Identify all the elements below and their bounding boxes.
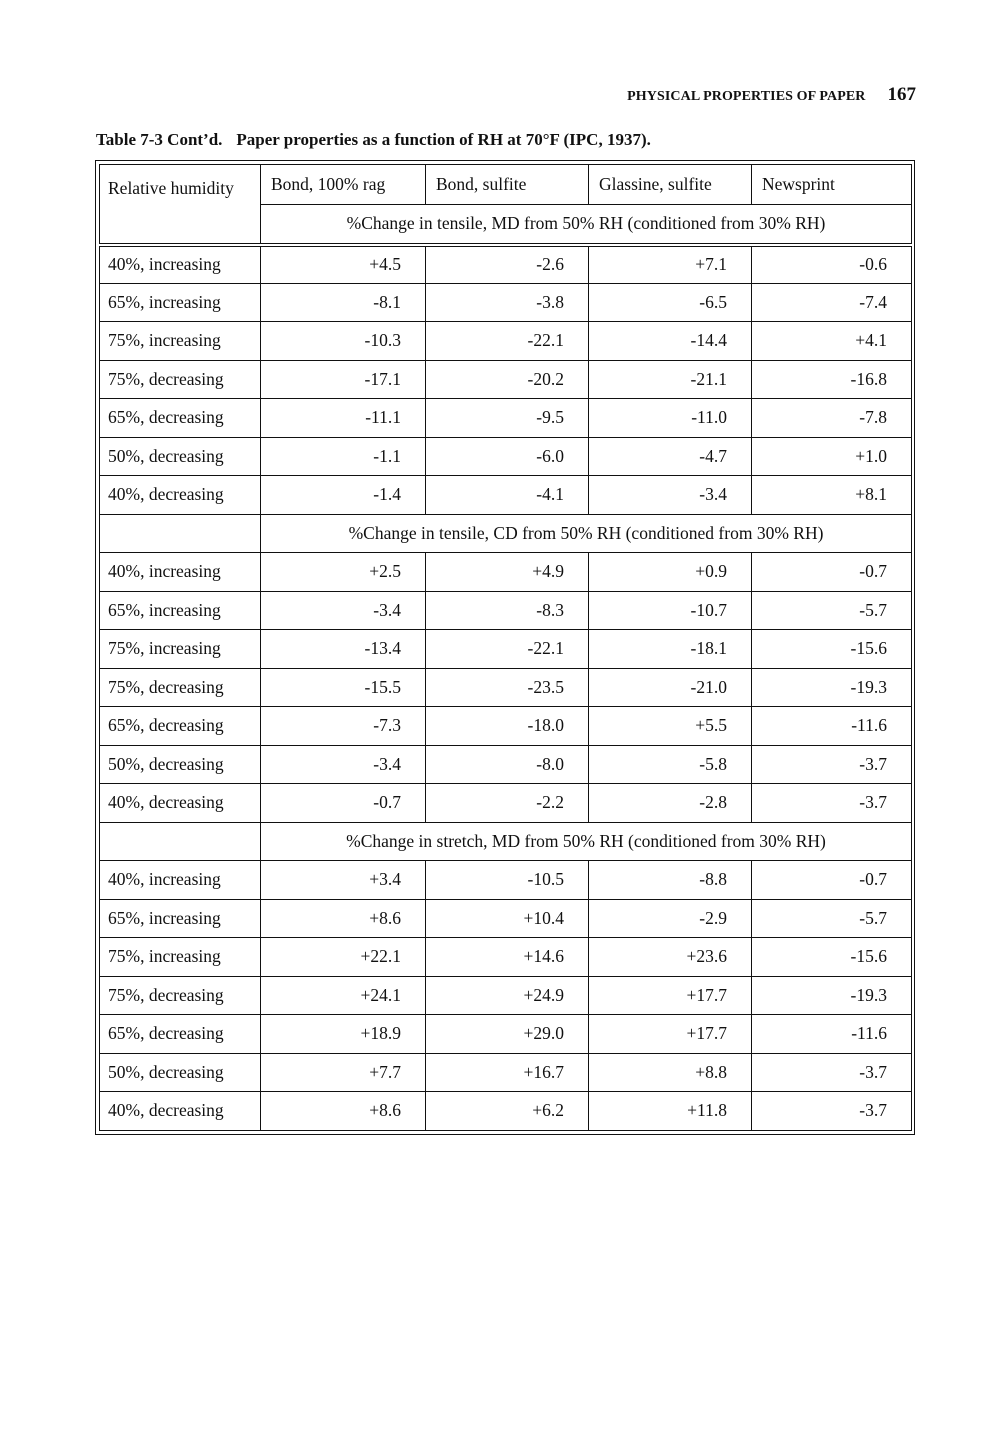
row-label: 75%, decreasing (100, 668, 261, 707)
table-row (100, 938, 912, 977)
table-cell: -18.0 (426, 707, 589, 746)
table-cell: -14.4 (589, 322, 752, 361)
row-label: 40%, increasing (100, 245, 261, 284)
table-cell: -10.5 (426, 861, 589, 900)
table-cell: +2.5 (261, 553, 426, 592)
table-row (100, 283, 912, 322)
table-cell: -19.3 (752, 668, 912, 707)
table-cell: -8.1 (261, 283, 426, 322)
row-label: 75%, increasing (100, 630, 261, 669)
table-row (100, 1015, 912, 1054)
table-cell: +8.8 (589, 1053, 752, 1092)
blank-cell (100, 822, 261, 861)
table-cell: -18.1 (589, 630, 752, 669)
table-cell: -7.8 (752, 399, 912, 438)
corner-header: Relative humidity (100, 165, 261, 245)
table-cell: -23.5 (426, 668, 589, 707)
table-cell: +4.9 (426, 553, 589, 592)
table-cell: -1.1 (261, 437, 426, 476)
table-cell: -3.4 (261, 591, 426, 630)
row-label: 50%, decreasing (100, 437, 261, 476)
table-row (100, 630, 912, 669)
table-cell: -10.3 (261, 322, 426, 361)
table-cell: -17.1 (261, 360, 426, 399)
table-row (100, 245, 912, 284)
row-label: 40%, decreasing (100, 476, 261, 515)
table-row (100, 399, 912, 438)
table-cell: +17.7 (589, 1015, 752, 1054)
table-cell: -0.7 (752, 553, 912, 592)
running-head-title: PHYSICAL PROPERTIES OF PAPER (627, 89, 866, 104)
table-row (100, 784, 912, 823)
table-cell: -5.7 (752, 591, 912, 630)
table-row (100, 976, 912, 1015)
table-cell: +0.9 (589, 553, 752, 592)
page-number: 167 (887, 84, 916, 105)
row-label: 75%, increasing (100, 322, 261, 361)
table-cell: -1.4 (261, 476, 426, 515)
table-cell: -6.5 (589, 283, 752, 322)
table-cell: -3.7 (752, 1092, 912, 1131)
table-cell: -8.8 (589, 861, 752, 900)
row-label: 65%, decreasing (100, 707, 261, 746)
table-cell: -11.6 (752, 1015, 912, 1054)
data-table (99, 164, 912, 1131)
table-cell: -0.7 (752, 861, 912, 900)
table-cell: -21.1 (589, 360, 752, 399)
table-cell: +24.1 (261, 976, 426, 1015)
row-label: 40%, decreasing (100, 1092, 261, 1131)
table-cell: -15.5 (261, 668, 426, 707)
table-cell: +16.7 (426, 1053, 589, 1092)
table-cell: +11.8 (589, 1092, 752, 1131)
section-title: %Change in stretch, MD from 50% RH (conditioned from 30% RH) (261, 822, 912, 861)
table-cell: -7.4 (752, 283, 912, 322)
table-row (100, 1053, 912, 1092)
row-label: 50%, decreasing (100, 745, 261, 784)
table-cell: +7.7 (261, 1053, 426, 1092)
table-cell: -20.2 (426, 360, 589, 399)
table-cell: +24.9 (426, 976, 589, 1015)
section-header-row (100, 822, 912, 861)
table-cell: +10.4 (426, 899, 589, 938)
table-cell: -21.0 (589, 668, 752, 707)
table-row (100, 899, 912, 938)
table-body (100, 165, 912, 1131)
row-label: 40%, increasing (100, 553, 261, 592)
table-cell: +29.0 (426, 1015, 589, 1054)
table-cell: +17.7 (589, 976, 752, 1015)
column-header: Bond, sulfite (426, 165, 589, 205)
row-label: 40%, increasing (100, 861, 261, 900)
table-cell: -10.7 (589, 591, 752, 630)
table-cell: -11.0 (589, 399, 752, 438)
section-header-row (100, 514, 912, 553)
table-cell: -11.6 (752, 707, 912, 746)
section-title: %Change in tensile, MD from 50% RH (conditioned from 30% RH) (261, 205, 912, 245)
table-frame (95, 160, 915, 1135)
table-cell: +22.1 (261, 938, 426, 977)
column-header: Bond, 100% rag (261, 165, 426, 205)
table-row (100, 861, 912, 900)
table-cell: -22.1 (426, 322, 589, 361)
table-cell: -3.7 (752, 1053, 912, 1092)
table-cell: +14.6 (426, 938, 589, 977)
table-cell: -15.6 (752, 630, 912, 669)
table-cell: +4.1 (752, 322, 912, 361)
row-label: 75%, increasing (100, 938, 261, 977)
table-cell: -2.8 (589, 784, 752, 823)
table-cell: -3.4 (261, 745, 426, 784)
column-header: Newsprint (752, 165, 912, 205)
table-cell: -3.7 (752, 745, 912, 784)
column-header: Glassine, sulfite (589, 165, 752, 205)
row-label: 65%, decreasing (100, 1015, 261, 1054)
table-row (100, 476, 912, 515)
table-cell: -3.7 (752, 784, 912, 823)
table-cell: -15.6 (752, 938, 912, 977)
row-label: 75%, decreasing (100, 360, 261, 399)
row-label: 50%, decreasing (100, 1053, 261, 1092)
table-cell: -22.1 (426, 630, 589, 669)
blank-cell (100, 514, 261, 553)
table-row (100, 745, 912, 784)
table-cell: -8.0 (426, 745, 589, 784)
table-row (100, 591, 912, 630)
table-cell: -5.7 (752, 899, 912, 938)
table-caption-label: Table 7-3 Cont’d. (96, 130, 223, 149)
table-cell: +1.0 (752, 437, 912, 476)
table-cell: +5.5 (589, 707, 752, 746)
table-row (100, 553, 912, 592)
table-row (100, 437, 912, 476)
table-cell: -8.3 (426, 591, 589, 630)
table-row (100, 707, 912, 746)
table-cell: -9.5 (426, 399, 589, 438)
table-cell: -0.7 (261, 784, 426, 823)
row-label: 40%, decreasing (100, 784, 261, 823)
table-cell: -4.1 (426, 476, 589, 515)
table-cell: +3.4 (261, 861, 426, 900)
table-cell: +8.1 (752, 476, 912, 515)
table-cell: -2.2 (426, 784, 589, 823)
table-cell: -19.3 (752, 976, 912, 1015)
table-cell: -16.8 (752, 360, 912, 399)
table-cell: +23.6 (589, 938, 752, 977)
table-cell: -3.8 (426, 283, 589, 322)
table-row (100, 360, 912, 399)
table-cell: -7.3 (261, 707, 426, 746)
row-label: 65%, decreasing (100, 399, 261, 438)
table-cell: +4.5 (261, 245, 426, 284)
running-head (560, 84, 916, 108)
row-label: 65%, increasing (100, 283, 261, 322)
row-label: 65%, increasing (100, 591, 261, 630)
table-cell: -5.8 (589, 745, 752, 784)
table-cell: -13.4 (261, 630, 426, 669)
table-row (100, 1092, 912, 1131)
table-cell: -4.7 (589, 437, 752, 476)
section-title: %Change in tensile, CD from 50% RH (conditioned from 30% RH) (261, 514, 912, 553)
table-cell: -3.4 (589, 476, 752, 515)
row-label: 65%, increasing (100, 899, 261, 938)
row-label: 75%, decreasing (100, 976, 261, 1015)
column-header-row (100, 165, 912, 205)
table-caption-text: Paper properties as a function of RH at 70°F (IPC, 1937). (236, 130, 651, 149)
table-row (100, 668, 912, 707)
table-cell: -0.6 (752, 245, 912, 284)
table-cell: -2.9 (589, 899, 752, 938)
table-cell: +6.2 (426, 1092, 589, 1131)
table-cell: +8.6 (261, 1092, 426, 1131)
table-cell: -11.1 (261, 399, 426, 438)
table-cell: +18.9 (261, 1015, 426, 1054)
table-cell: -2.6 (426, 245, 589, 284)
table-cell: +8.6 (261, 899, 426, 938)
table-caption (96, 130, 916, 150)
table-row (100, 322, 912, 361)
table-cell: -6.0 (426, 437, 589, 476)
table-cell: +7.1 (589, 245, 752, 284)
